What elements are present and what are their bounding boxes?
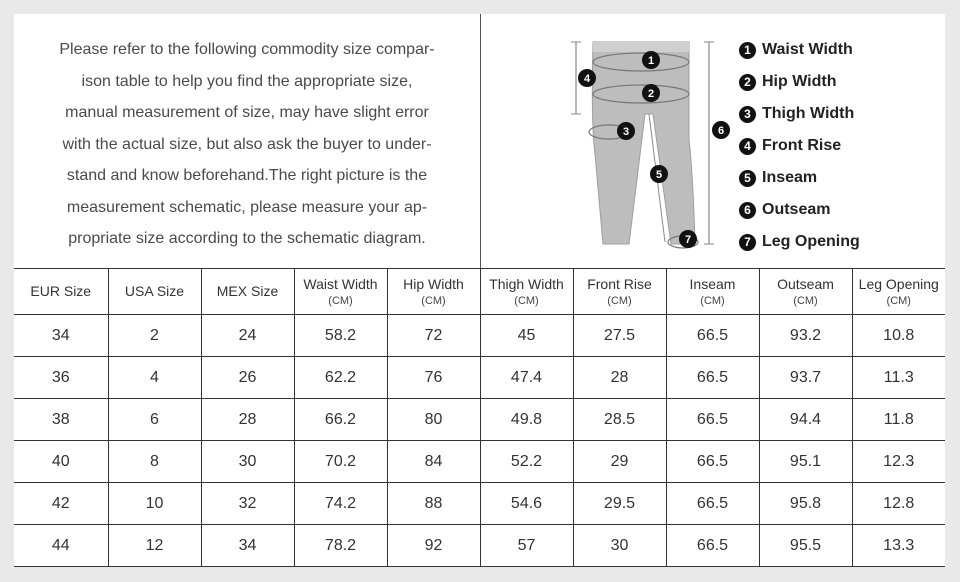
size-chart-sheet xyxy=(14,14,945,566)
table-cell: 88 xyxy=(387,483,480,525)
table-cell: 66.2 xyxy=(294,399,387,441)
table-cell: 38 xyxy=(14,399,108,441)
table-row xyxy=(14,357,945,399)
legend-item-thigh-width xyxy=(739,98,860,130)
header-outseam: Outseam (CM) xyxy=(759,269,852,315)
table-cell: 49.8 xyxy=(480,399,573,441)
header-inseam: Inseam (CM) xyxy=(666,269,759,315)
table-cell: 52.2 xyxy=(480,441,573,483)
intro-line: with the actual size, but also ask the buyer to under- xyxy=(62,135,432,153)
header-usa-size: USA Size xyxy=(108,269,201,315)
legend-label: Hip Width xyxy=(762,73,837,90)
legend-number: 1 xyxy=(739,42,756,59)
legend-item-outseam xyxy=(739,194,860,226)
table-cell: 76 xyxy=(387,357,480,399)
header-eur-size: EUR Size xyxy=(14,269,108,315)
table-row xyxy=(14,483,945,525)
table-cell: 26 xyxy=(201,357,294,399)
table-row xyxy=(14,441,945,483)
table-cell: 72 xyxy=(387,315,480,357)
svg-text:6: 6 xyxy=(717,125,725,137)
table-cell: 12 xyxy=(108,525,201,567)
table-cell: 84 xyxy=(387,441,480,483)
table-cell: 93.2 xyxy=(759,315,852,357)
legend-item-front-rise xyxy=(739,130,860,162)
table-cell: 66.5 xyxy=(666,441,759,483)
intro-line: propriate size according to the schematic diagram. xyxy=(68,230,426,247)
table-cell: 10.8 xyxy=(852,315,945,357)
schematic-panel xyxy=(481,14,945,268)
intro-panel xyxy=(14,14,480,268)
table-cell: 66.5 xyxy=(666,399,759,441)
marker-1 xyxy=(642,51,660,69)
legend-item-inseam xyxy=(739,162,860,194)
marker-3 xyxy=(617,122,635,140)
marker-4 xyxy=(578,69,596,87)
marker-6 xyxy=(712,121,730,139)
table-cell: 12.8 xyxy=(852,483,945,525)
waistband xyxy=(593,42,689,52)
table-cell: 47.4 xyxy=(480,357,573,399)
table-cell: 57 xyxy=(480,525,573,567)
table-cell: 36 xyxy=(14,357,108,399)
intro-line: ison table to help you find the appropriate size, xyxy=(81,72,413,90)
legend-number: 7 xyxy=(739,234,756,251)
intro-text xyxy=(36,34,458,255)
header-leg-opening: Leg Opening (CM) xyxy=(852,269,945,315)
legend-number: 2 xyxy=(739,74,756,91)
legend-number: 4 xyxy=(739,138,756,155)
table-body xyxy=(14,315,945,567)
table-cell: 8 xyxy=(108,441,201,483)
table-cell: 13.3 xyxy=(852,525,945,567)
table-cell: 66.5 xyxy=(666,357,759,399)
marker-2 xyxy=(642,84,660,102)
table-header-row xyxy=(14,269,945,315)
svg-text:1: 1 xyxy=(647,55,655,67)
table-cell: 32 xyxy=(201,483,294,525)
table-cell: 4 xyxy=(108,357,201,399)
table-cell: 27.5 xyxy=(573,315,666,357)
header-thigh-width: Thigh Width (CM) xyxy=(480,269,573,315)
table-cell: 95.1 xyxy=(759,441,852,483)
legend-number: 6 xyxy=(739,202,756,219)
svg-text:3: 3 xyxy=(622,126,630,138)
table-cell: 80 xyxy=(387,399,480,441)
intro-line: stand and know beforehand.The right picture is the xyxy=(66,167,428,184)
legend-item-hip-width xyxy=(739,66,860,98)
pants-outline xyxy=(592,42,695,244)
table-cell: 54.6 xyxy=(480,483,573,525)
legend-label: Outseam xyxy=(762,201,831,218)
table-cell: 29 xyxy=(573,441,666,483)
legend-number: 3 xyxy=(739,106,756,123)
table-cell: 58.2 xyxy=(294,315,387,357)
header-mex-size: MEX Size xyxy=(201,269,294,315)
table-cell: 62.2 xyxy=(294,357,387,399)
legend-label: Thigh Width xyxy=(762,105,855,122)
table-cell: 34 xyxy=(201,525,294,567)
table-cell: 74.2 xyxy=(294,483,387,525)
table-cell: 2 xyxy=(108,315,201,357)
table-cell: 29.5 xyxy=(573,483,666,525)
svg-text:7: 7 xyxy=(684,234,692,246)
table-row xyxy=(14,315,945,357)
table-cell: 12.3 xyxy=(852,441,945,483)
table-cell: 42 xyxy=(14,483,108,525)
table-cell: 11.3 xyxy=(852,357,945,399)
legend-label: Waist Width xyxy=(762,41,853,58)
intro-line: measurement schematic, please measure your ap- xyxy=(66,198,428,216)
table-cell: 66.5 xyxy=(666,315,759,357)
table-cell: 92 xyxy=(387,525,480,567)
table-cell: 28 xyxy=(201,399,294,441)
table-cell: 28.5 xyxy=(573,399,666,441)
table-cell: 6 xyxy=(108,399,201,441)
intro-line: Please refer to the following commodity size compar- xyxy=(59,41,435,58)
legend-label: Front Rise xyxy=(762,137,842,154)
table-row xyxy=(14,525,945,567)
table-cell: 70.2 xyxy=(294,441,387,483)
table-cell: 78.2 xyxy=(294,525,387,567)
pants-schematic xyxy=(481,14,741,268)
legend-item-waist-width xyxy=(739,34,860,66)
measurement-legend xyxy=(739,34,860,258)
legend-number: 5 xyxy=(739,170,756,187)
table-row xyxy=(14,399,945,441)
table-cell: 40 xyxy=(14,441,108,483)
legend-label: Inseam xyxy=(762,169,818,186)
table-cell: 94.4 xyxy=(759,399,852,441)
table-cell: 24 xyxy=(201,315,294,357)
intro-line: manual measurement of size, may have slight error xyxy=(65,104,429,121)
table-cell: 34 xyxy=(14,315,108,357)
header-hip-width: Hip Width (CM) xyxy=(387,269,480,315)
table-cell: 11.8 xyxy=(852,399,945,441)
table-cell: 66.5 xyxy=(666,525,759,567)
table-cell: 10 xyxy=(108,483,201,525)
table-cell: 45 xyxy=(480,315,573,357)
header-front-rise: Front Rise (CM) xyxy=(573,269,666,315)
size-table xyxy=(14,268,945,567)
legend-item-leg-opening xyxy=(739,226,860,258)
table-cell: 95.5 xyxy=(759,525,852,567)
legend-label: Leg Opening xyxy=(762,233,860,250)
table-cell: 66.5 xyxy=(666,483,759,525)
table-cell: 30 xyxy=(201,441,294,483)
table-cell: 93.7 xyxy=(759,357,852,399)
svg-text:5: 5 xyxy=(655,169,663,181)
table-cell: 95.8 xyxy=(759,483,852,525)
table-cell: 30 xyxy=(573,525,666,567)
table-cell: 44 xyxy=(14,525,108,567)
marker-5 xyxy=(650,165,668,183)
table-cell: 28 xyxy=(573,357,666,399)
marker-7 xyxy=(679,230,697,248)
svg-text:4: 4 xyxy=(583,73,591,85)
svg-text:2: 2 xyxy=(647,88,655,100)
header-waist-width: Waist Width (CM) xyxy=(294,269,387,315)
